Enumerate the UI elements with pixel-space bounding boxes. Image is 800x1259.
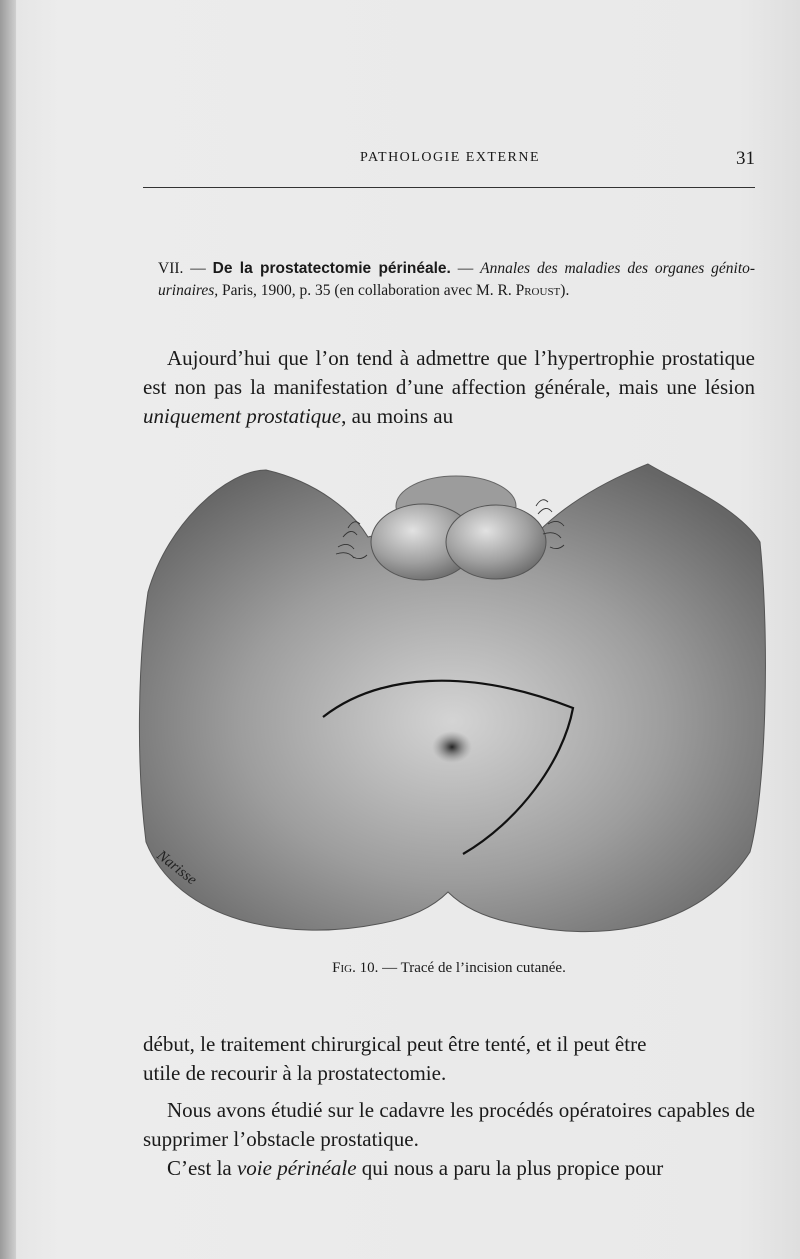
page-spine-shadow	[0, 0, 16, 1259]
paragraph-1	[143, 344, 755, 431]
running-title: PATHOLOGIE EXTERNE	[359, 150, 541, 165]
reference-title: De la prostatectomie périnéale.	[212, 260, 451, 277]
header-rule	[143, 187, 755, 188]
paragraph-2-line-2: utile de recourir à la prostatectomie.	[143, 1061, 447, 1085]
reference-end: ).	[560, 282, 570, 299]
page-number: 31	[736, 148, 755, 169]
figure-caption-text: — Tracé de l’incision cutanée.	[382, 960, 566, 976]
paragraph-4	[143, 1154, 755, 1183]
artist-signature: Narisse	[153, 847, 200, 889]
figure-label: Fig. 10.	[332, 960, 379, 976]
right-testis	[446, 505, 546, 579]
anus-mark	[432, 731, 472, 763]
paragraph-4-end: qui nous a paru la plus propice pour	[361, 1156, 664, 1180]
reference-entry	[158, 258, 755, 302]
reference-journal: Annales des maladies des organes génito-urinaires,	[158, 260, 756, 299]
figure-caption	[143, 960, 755, 977]
reference-details: Paris, 1900, p. 35 (en collaboration avec M. R.	[222, 282, 512, 299]
paragraph-2-line-1: début, le traitement chirurgical peut être tenté, et il peut être	[143, 1032, 647, 1056]
paragraph-4-emphasis: voie périnéale	[236, 1156, 357, 1180]
reference-dash: —	[457, 260, 474, 277]
running-head	[145, 148, 755, 172]
paragraph-2	[143, 1030, 755, 1088]
anatomical-illustration	[138, 462, 766, 942]
paragraph-1-end: , au moins au	[341, 404, 454, 428]
reference-number: VII. —	[158, 260, 206, 277]
reference-coauthor: Proust	[515, 282, 561, 299]
paragraph-1-emphasis: uniquement prostatique	[143, 404, 342, 428]
paragraph-4-text: C’est la	[167, 1156, 232, 1180]
paragraph-1-text: Aujourd’hui que l’on tend à admettre que l’hypertrophie prostatique est non pas la manifestation d’une affection générale, mais une lésion	[143, 346, 755, 399]
paragraph-3: Nous avons étudié sur le cadavre les procédés opératoires capables de supprimer l’obstacle prostatique.	[143, 1098, 755, 1151]
